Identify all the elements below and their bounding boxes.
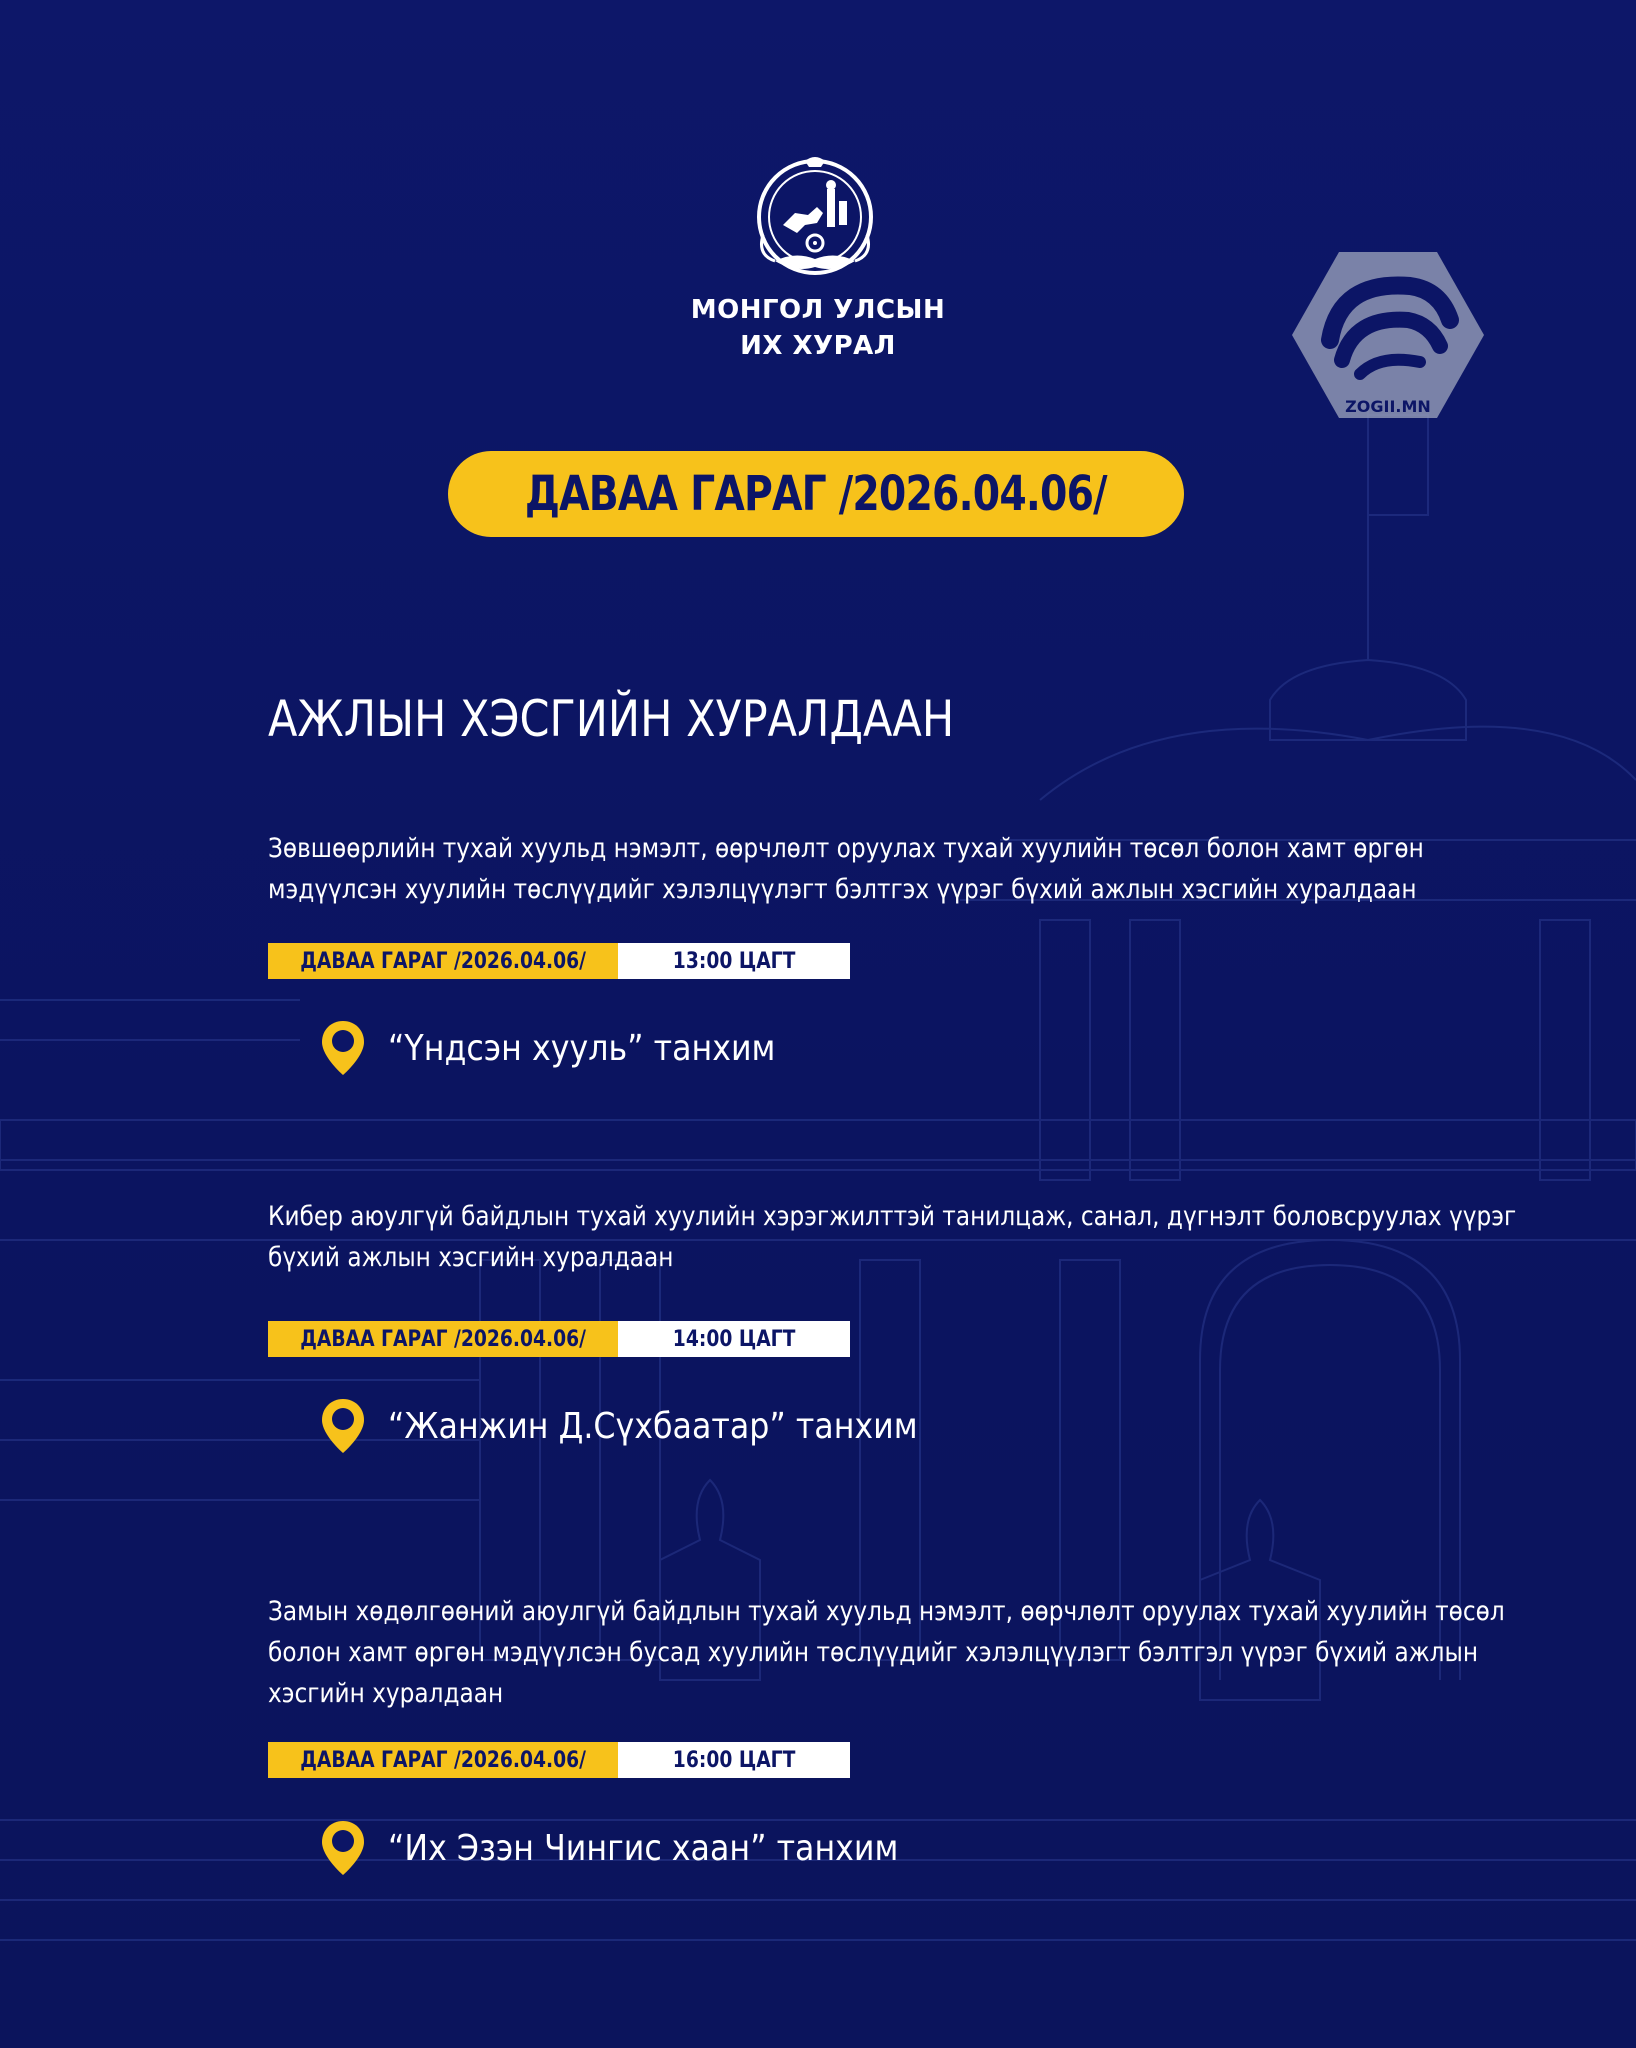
meeting-1-time-text: 13:00 ЦАГТ	[672, 948, 796, 974]
meeting-3-day-text: ДАВАА ГАРАГ /2026.04.06/	[300, 1747, 586, 1773]
meeting-3-description	[268, 1591, 1505, 1714]
meeting-2-desc-line1: Кибер аюулгүй байдлын тухай хуулийн хэрэгжилттэй танилцаж, санал, дүгнэлт боловсруулах үүрэг	[268, 1201, 1517, 1232]
meeting-3-desc-line1: Замын хөдөлгөөний аюулгүй байдлын тухай хуульд нэмэлт, өөрчлөлт оруулах тухай хуулийн төсөл	[268, 1596, 1505, 1627]
org-name-line2: ИХ ХУРАЛ	[740, 331, 896, 361]
meeting-2-day-text: ДАВАА ГАРАГ /2026.04.06/	[300, 1326, 586, 1352]
meeting-3-time-tag	[618, 1742, 850, 1778]
meeting-1-day-text: ДАВАА ГАРАГ /2026.04.06/	[300, 948, 586, 974]
watermark-label: ZOGII.MN	[1345, 397, 1431, 416]
meeting-3-location-text: “Их Эзэн Чингис хаан” танхим	[388, 1827, 899, 1869]
section-title: АЖЛЫН ХЭСГИЙН ХУРАЛДААН	[268, 690, 955, 748]
meeting-3-location	[320, 1818, 968, 1878]
organization-name	[618, 292, 1018, 364]
date-pill	[448, 451, 1184, 537]
meeting-2-description	[268, 1196, 1517, 1278]
zogii-logo-icon	[1290, 250, 1486, 420]
meeting-3-desc-line3: хэсгийн хуралдаан	[268, 1678, 504, 1709]
meeting-1-desc-line2: мэдүүлсэн хуулийн төслүүдийг хэлэлцүүлэгт бэлтгэх үүрэг бүхий ажлын хэсгийн хуралдаан	[268, 874, 1417, 905]
meeting-2-location	[320, 1396, 990, 1456]
meeting-1-schedule-tag	[268, 943, 850, 979]
meeting-2-desc-line2: бүхий ажлын хэсгийн хуралдаан	[268, 1242, 674, 1273]
meeting-2-day-tag	[268, 1321, 618, 1357]
meeting-2-location-text: “Жанжин Д.Сүхбаатар” танхим	[388, 1405, 918, 1447]
state-emblem-icon	[753, 155, 877, 285]
meeting-1-location-text: “Үндсэн хууль” танхим	[388, 1027, 776, 1069]
meeting-2-schedule-tag	[268, 1321, 850, 1357]
meeting-2-time-tag	[618, 1321, 850, 1357]
meeting-1-day-tag	[268, 943, 618, 979]
location-pin-icon	[320, 1019, 366, 1077]
meeting-1-desc-line1: Зөвшөөрлийн тухай хуульд нэмэлт, өөрчлөлт оруулах тухай хуулийн төсөл болон хамт өргөн	[268, 833, 1424, 864]
org-name-line1: МОНГОЛ УЛСЫН	[690, 295, 946, 325]
meeting-3-schedule-tag	[268, 1742, 850, 1778]
meeting-3-day-tag	[268, 1742, 618, 1778]
meeting-3-time-text: 16:00 ЦАГТ	[672, 1747, 796, 1773]
meeting-1-time-tag	[618, 943, 850, 979]
meeting-3-desc-line2: болон хамт өргөн мэдүүлсэн бусад хуулийн төслүүдийг хэлэлцүүлэгт бэлтгэл үүрэг бүхий ажлын	[268, 1637, 1479, 1668]
location-pin-icon	[320, 1397, 366, 1455]
meeting-2-time-text: 14:00 ЦАГТ	[672, 1326, 796, 1352]
meeting-1-description	[268, 828, 1424, 910]
date-pill-text: ДАВАА ГАРАГ /2026.04.06/	[525, 466, 1107, 522]
meeting-1-location	[320, 1018, 828, 1078]
location-pin-icon	[320, 1819, 366, 1877]
